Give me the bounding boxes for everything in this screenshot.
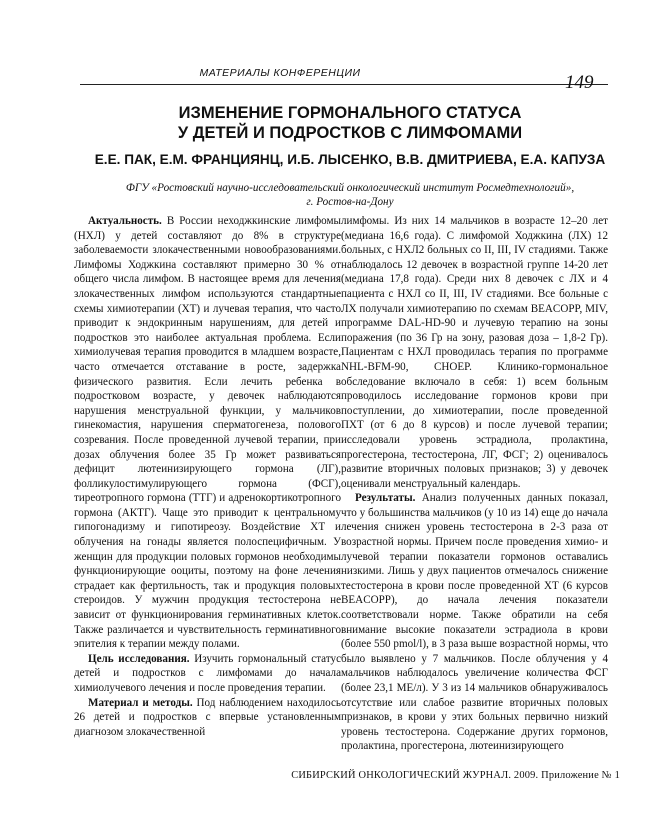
aim-text: Изучить гормональный статус детей и подростков с лимфомами до начала химиолучевого лечения и после проведения терапии. xyxy=(74,652,341,694)
affiliation-line-1: ФГУ «Ростовский научно-исследовательский онкологический институт Росмедтехнологий», xyxy=(125,182,575,194)
methods-heading: Материал и методы. xyxy=(88,696,193,709)
article-title-line-1: ИЗМЕНЕНИЕ ГОРМОНАЛЬНОГО СТАТУСА xyxy=(178,104,522,122)
methods-text-left: Под наблюдением находилось 26 детей и подростков с впервые установленным диагнозом злокачественной xyxy=(74,696,341,738)
article-affiliation xyxy=(60,181,640,209)
article-title xyxy=(60,103,640,143)
results-text: Анализ полученных данных показал, что у большинства мальчиков (у 10 из 14) еще до начала лечения снижен уровень тестостерона в 2-3 раза от возрастной нормы. Причем после проведения химио- и лучевой терапии показатели гормонов оставались низкими. Лишь у двух пациентов отмечалось снижение тестостерона в крови после проведенной ХТ (6 курсов BEACOPP), до начала лечения показатели соответствовали норме. Также обратили на себя внимание высокие показатели эстрадиола в крови (более 550 pmol/l), в 3 раза выше возрастной нормы, что было выявлено у 7 мальчиков. После облучения у 4 мальчиков наблюдалось увеличение количества ФСГ (более 23,1 МЕ/л). У 3 из 14 мальчиков обнаруживалось отсутствие или слабое развитие вторичных половых признаков, в крови у этих больных первично низкий уровень тестостерона. Содержание других гормонов, пролактина, прогестерона, лютеинизирующего xyxy=(341,492,608,753)
right-column xyxy=(341,214,608,754)
page-number: 149 xyxy=(565,72,594,93)
article-title-line-2: У ДЕТЕЙ И ПОДРОСТКОВ С ЛИМФОМАМИ xyxy=(177,124,523,142)
methods-continuation: лимфомы. Из них 14 мальчиков в возрасте 12–20 лет (медиана 16,6 года). С лимфомой Ходжкина (ЛХ) 12 больных, с НХЛ2 больных со II, III, IV стадиями. Также наблюдалось 12 девочек в возрастной группе 14-20 лет (медиана 17,8 года). Среди них 8 девочек с ЛХ и 4 пациента с НХЛ со II, III, IV стадиями. Все больные с ЛХ получали химиотерапию по схемам BEACOPP, MIV, программе DAL-HD-90 и лучевую терапию на зоны поражения (по 36 Гр на зону, разовая доза – 1,8-2 Гр). Пациентам с НХЛ проводилась терапия по программе NHL-BFM-90, CHOEP. Клинико-гормональное обследование включало в себя: 1) всем больным проводилось исследование гормонов крови при поступлении, до химиотерапии, после проведенной ПХТ (от 6 до 8 курсов) и после лучевой терапии; исследовали уровень эстрадиола, пролактина, прогестерона, тестостерона, ЛГ, ФСГ; 2) оценивалось развитие вторичных половых признаков; 3) у девочек оценивали менструальный календарь. xyxy=(341,215,608,490)
relevance-paragraph xyxy=(74,214,341,652)
relevance-heading: Актуальность. xyxy=(88,215,162,227)
running-header: МАТЕРИАЛЫ КОНФЕРЕНЦИИ xyxy=(199,67,361,79)
aim-heading: Цель исследования. xyxy=(88,652,190,665)
left-column xyxy=(74,214,341,739)
affiliation-line-2: г. Ростов-на-Дону xyxy=(306,196,394,208)
results-paragraph xyxy=(341,491,608,754)
journal-footer: СИБИРСКИЙ ОНКОЛОГИЧЕСКИЙ ЖУРНАЛ. 2009. Приложение № 1 xyxy=(291,770,620,781)
header-divider xyxy=(80,84,608,85)
article-authors: Е.Е. ПАК, Е.М. ФРАНЦИЯНЦ, И.Б. ЛЫСЕНКО, В.В. ДМИТРИЕВА, Е.А. КАПУЗА xyxy=(94,152,606,167)
methods-paragraph xyxy=(74,696,341,740)
results-heading: Результаты. xyxy=(355,492,416,505)
relevance-text: В России неходжкинские лимфомы (НХЛ) у детей составляют до 8% в структуре заболеваемости злокачественными новообразованиями. Лимфомы Ходжкина составляют примерно 30 % от общего числа лимфом. В настоящее время для лечения злокачественных лимфом используются стандартные схемы химиотерапии (ХТ) и лучевая терапия, что часто приводит к эндокринным нарушениям, для детей и подростков это наиболее актуальная проблема. Если химиолучевая терапия проводится в младшем возрасте, часто отмечается отставание в росте, задержка физического развития. Если лечить ребенка в подростковом возрасте, у девочек наблюдаются нарушения менструальной функции, у мальчиков гинекомастия, нарушения сперматогенеза, полового созревания. После проведенной лучевой терапии, при дозах облучения более 35 Гр может развиваться дефицит лютеинизирующего гормона (ЛГ), фолликулостимулирующего гормона (ФСГ), тиреотропного гормона (ТТГ) и адренокортикотропного гормона (АКТГ). Чаще это приводит к центральному гипогонадизму и гипотиреозу. Воздействие ХТ и облучения на гонады является полоспецифичным. У женщин для продукции половых гормонов необходимы функционирующие ооциты, поэтому на фоне лечения страдает как фертильность, так и продукция половых стероидов. У мужчин продукция тестостерона не зависит от функционирования герминативных клеток. Также различается и чувствительность герминативного эпителия к терапии между полами. xyxy=(74,215,341,651)
aim-paragraph xyxy=(74,652,341,696)
